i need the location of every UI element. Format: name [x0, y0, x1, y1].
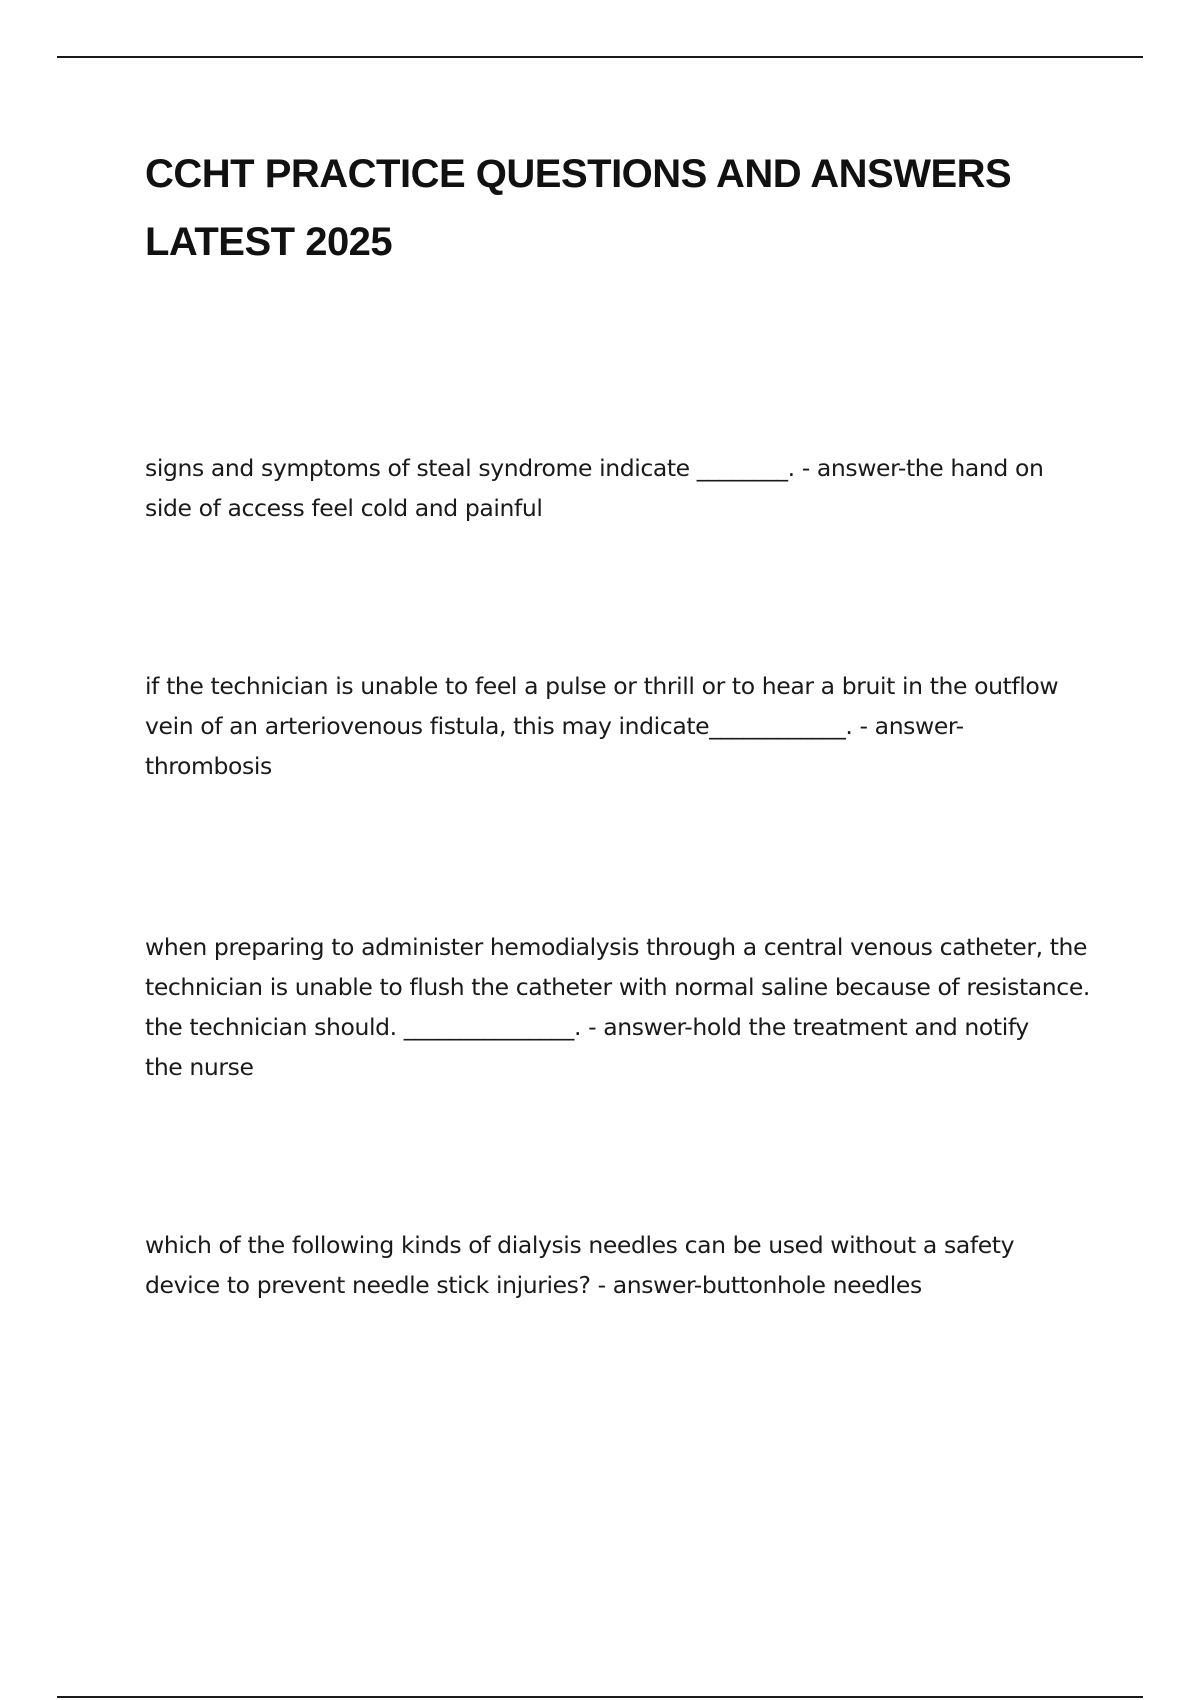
qa-text-line: which of the following kinds of dialysis needles can be used without a safety: [145, 1231, 1015, 1259]
qa-text-line: technician is unable to flush the catheter with normal saline because of resistance.: [145, 973, 1090, 1001]
document-title: [145, 140, 1065, 276]
qa-text-line: the nurse: [145, 1053, 254, 1081]
question-answer-item: [145, 927, 1105, 1087]
qa-text-line: device to prevent needle stick injuries? - answer-buttonhole needles: [145, 1271, 922, 1299]
qa-text-line: when preparing to administer hemodialysis through a central venous catheter, the: [145, 933, 1088, 961]
question-answer-item: [145, 448, 1105, 528]
qa-text-line: vein of an arteriovenous fistula, this may indicate____________. - answer-: [145, 712, 964, 740]
qa-text-line: thrombosis: [145, 752, 272, 780]
question-answer-item: [145, 666, 1105, 786]
qa-text-line: signs and symptoms of steal syndrome indicate ________. - answer-the hand on: [145, 454, 1044, 482]
qa-text-line: side of access feel cold and painful: [145, 494, 543, 522]
qa-text-line: if the technician is unable to feel a pulse or thrill or to hear a bruit in the outflow: [145, 672, 1059, 700]
title-line: LATEST 2025: [145, 220, 393, 264]
title-line: CCHT PRACTICE QUESTIONS AND ANSWERS: [145, 152, 1012, 196]
bottom-rule: [57, 1696, 1143, 1698]
question-answer-item: [145, 1225, 1105, 1305]
qa-text-line: the technician should. _______________. - answer-hold the treatment and notify: [145, 1013, 1029, 1041]
top-rule: [57, 56, 1143, 58]
